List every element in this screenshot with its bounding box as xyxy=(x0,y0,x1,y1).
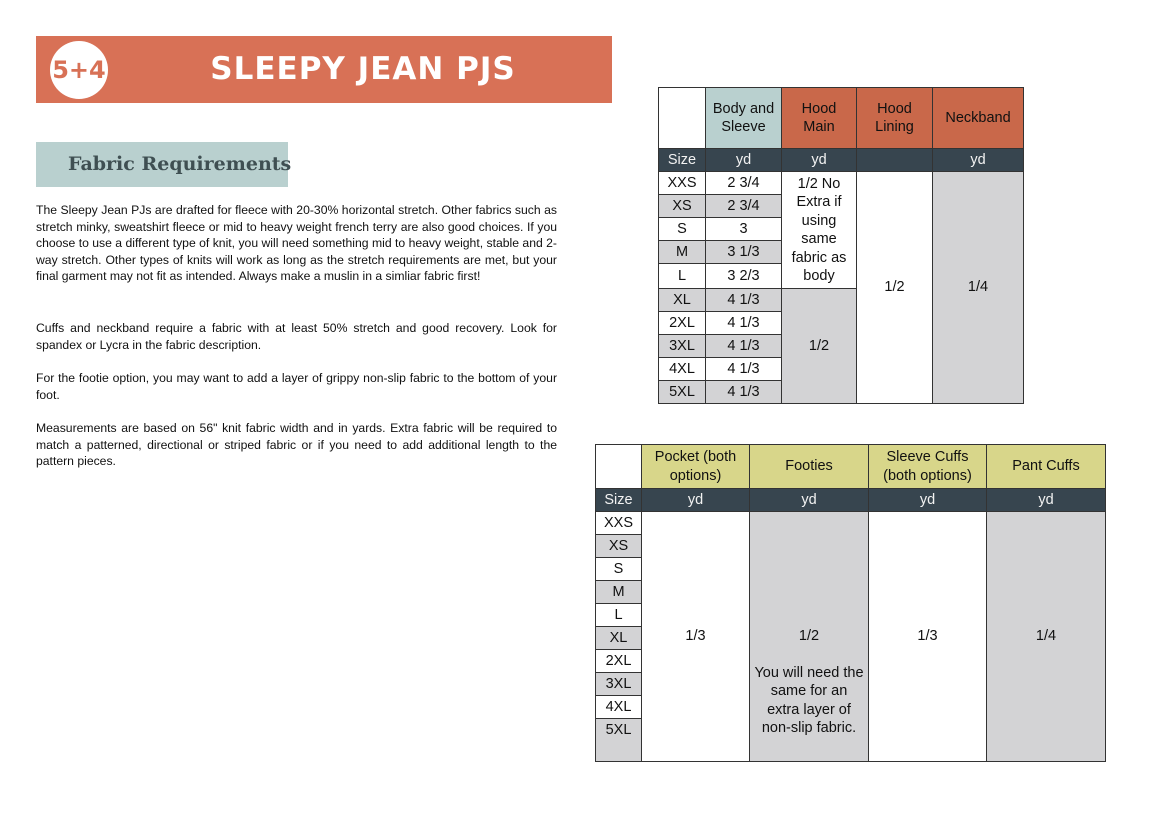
table2-size: 5XL xyxy=(596,719,642,762)
table1-header-hood-lining: Hood Lining xyxy=(857,88,933,149)
table2-header-sleeve-cuffs: Sleeve Cuffs (both options) xyxy=(869,445,987,489)
table1-body-sleeve-value: 2 3/4 xyxy=(706,195,782,218)
table1-unit-body-sleeve: yd xyxy=(706,149,782,172)
table1-size: 2XL xyxy=(659,312,706,335)
measurement-paragraph: Measurements are based on 56" knit fabric width and in yards. Extra fabric will be required to match a patterned, directional or striped fabric or if you need to add additional length to the pattern pieces. xyxy=(36,421,557,468)
table2-size: S xyxy=(596,558,642,581)
table2-footies-note: You will need the same for an extra layer of non-slip fabric. xyxy=(754,664,864,736)
table1-unit-size: Size xyxy=(659,149,706,172)
table2-size: L xyxy=(596,604,642,627)
table2-size: XL xyxy=(596,627,642,650)
table1-size: XL xyxy=(659,289,706,312)
table2-unit-pant-cuffs: yd xyxy=(987,489,1106,512)
table1-header-neckband: Neckband xyxy=(933,88,1024,149)
table2-footies-value: 1/2 xyxy=(798,628,820,644)
table1-body-sleeve-value: 4 1/3 xyxy=(706,335,782,358)
table2-pant-cuffs-value: 1/4 xyxy=(987,512,1106,762)
table1-size: 4XL xyxy=(659,358,706,381)
table2-unit-pocket: yd xyxy=(642,489,750,512)
table1-hood-main-large: 1/2 xyxy=(782,289,857,404)
table2-size: M xyxy=(596,581,642,604)
table2-size: 2XL xyxy=(596,650,642,673)
table2-unit-size: Size xyxy=(596,489,642,512)
table2-unit-footies: yd xyxy=(750,489,869,512)
table1-size: XXS xyxy=(659,172,706,195)
table2-header-pocket: Pocket (both options) xyxy=(642,445,750,489)
table1-unit-neckband: yd xyxy=(933,149,1024,172)
table1-header-body-sleeve: Body and Sleeve xyxy=(706,88,782,149)
table1-corner xyxy=(659,88,706,149)
table1-size: XS xyxy=(659,195,706,218)
logo-text: 5+4 xyxy=(52,56,106,84)
table1-size: 3XL xyxy=(659,335,706,358)
table1-neckband-value: 1/4 xyxy=(933,172,1024,404)
table2-size: 3XL xyxy=(596,673,642,696)
fabric-table-accessories xyxy=(595,444,1106,762)
table1-size: L xyxy=(659,264,706,289)
table2-header-footies: Footies xyxy=(750,445,869,489)
cuffs-paragraph: Cuffs and neckband require a fabric with at least 50% stretch and good recovery. Look for spandex or Lycra in the fabric description. xyxy=(36,321,557,352)
section-title: Fabric Requirements xyxy=(68,153,292,175)
table1-unit-hood-lining xyxy=(857,149,933,172)
table1-size: M xyxy=(659,241,706,264)
table2-pocket-value: 1/3 xyxy=(642,512,750,762)
table1-body-sleeve-value: 4 1/3 xyxy=(706,358,782,381)
table2-unit-sleeve-cuffs: yd xyxy=(869,489,987,512)
table1-body-sleeve-value: 3 2/3 xyxy=(706,264,782,289)
table1-unit-hood-main: yd xyxy=(782,149,857,172)
table1-body-sleeve-value: 4 1/3 xyxy=(706,381,782,404)
page-title: SLEEPY JEAN PJS xyxy=(210,51,516,87)
intro-paragraph: The Sleepy Jean PJs are drafted for fleece with 20-30% horizontal stretch. Other fabrics such as stretch minky, sweatshirt fleece or mid to heavy weight french terry are also good choices. If you choose to use a different type of knit, you will need something mid to heavy weight, stable and 2-way stretch. Other types of knits will work as long as the stretch requirements are met, but your final garment may not fit as intended. Always make a muslin in a simliar fabric first! xyxy=(36,203,557,283)
table1-size: 5XL xyxy=(659,381,706,404)
footie-paragraph: For the footie option, you may want to add a layer of grippy non-slip fabric to the bottom of your foot. xyxy=(36,371,557,402)
table1-body-sleeve-value: 4 1/3 xyxy=(706,289,782,312)
fabric-table-main xyxy=(658,87,1024,404)
table2-sleeve-cuffs-value: 1/3 xyxy=(869,512,987,762)
table2-header-pant-cuffs: Pant Cuffs xyxy=(987,445,1106,489)
table2-size: XXS xyxy=(596,512,642,535)
table1-body-sleeve-value: 3 xyxy=(706,218,782,241)
table2-size: 4XL xyxy=(596,696,642,719)
table1-body-sleeve-value: 4 1/3 xyxy=(706,312,782,335)
table2-corner xyxy=(596,445,642,489)
table2-footies-cell xyxy=(750,512,869,762)
table2-size: XS xyxy=(596,535,642,558)
table1-hood-lining-value: 1/2 xyxy=(857,172,933,404)
table1-size: S xyxy=(659,218,706,241)
table1-header-hood-main: Hood Main xyxy=(782,88,857,149)
table1-body-sleeve-value: 3 1/3 xyxy=(706,241,782,264)
table1-hood-main-small: 1/2 No Extra if using same fabric as body xyxy=(782,172,857,289)
table1-body-sleeve-value: 2 3/4 xyxy=(706,172,782,195)
